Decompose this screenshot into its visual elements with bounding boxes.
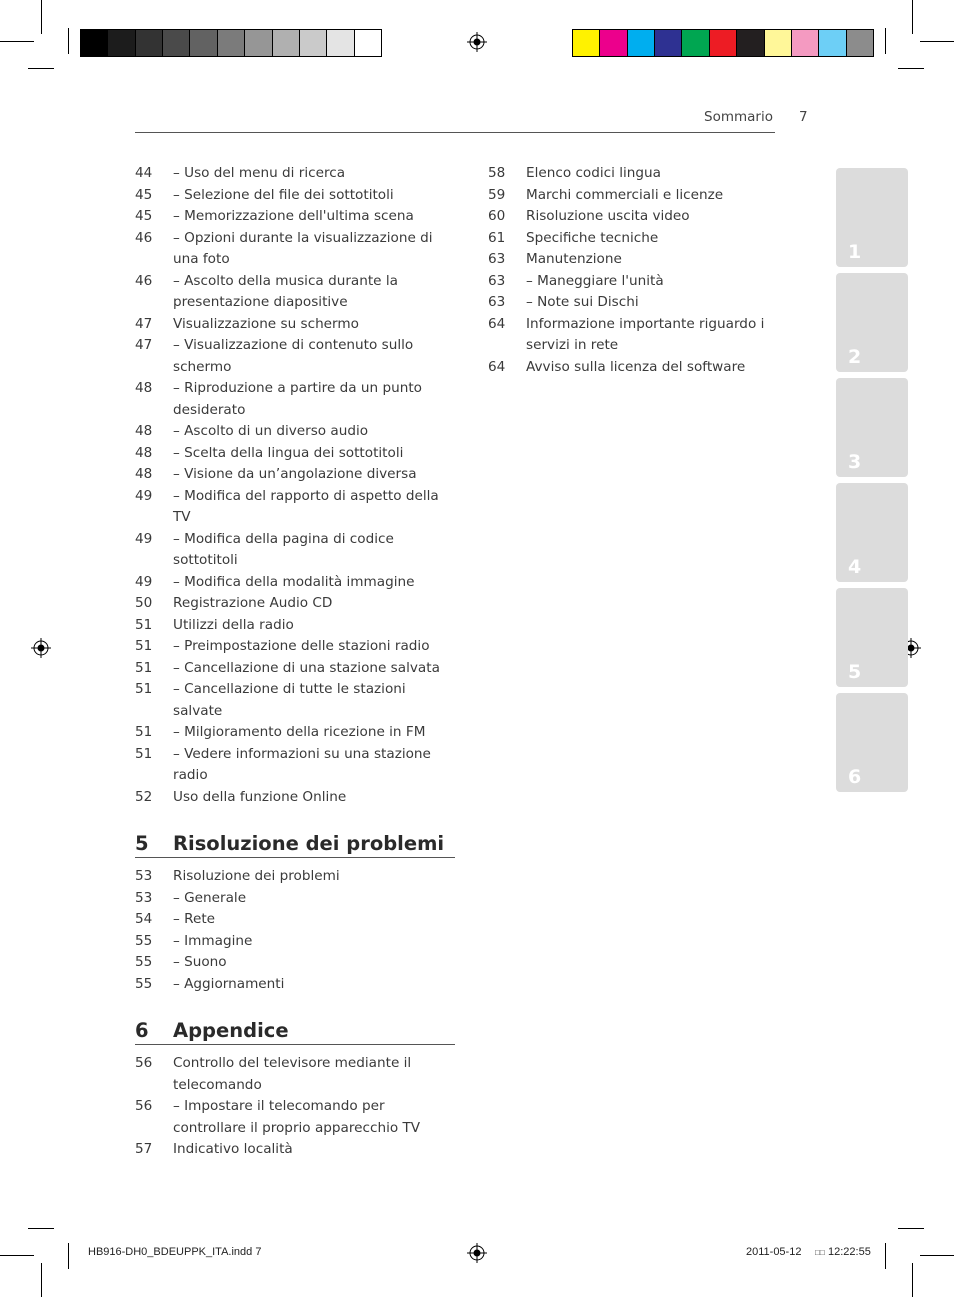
gray-swatch <box>273 30 300 56</box>
toc-entry <box>488 163 808 185</box>
toc-entry <box>135 679 455 722</box>
toc-entry <box>135 866 455 888</box>
toc-page-number: 45 <box>135 186 153 203</box>
registration-mark-icon <box>31 638 51 658</box>
toc-entry-text: Marchi commerciali e licenze <box>526 186 724 203</box>
chapter-tab-6[interactable] <box>836 693 908 792</box>
toc-entry <box>488 206 808 228</box>
toc-page-number: 56 <box>135 1098 153 1114</box>
toc-entry <box>135 314 455 336</box>
toc-entry <box>135 593 455 615</box>
chapter-tab-number: 1 <box>848 241 862 263</box>
toc-entry <box>135 421 455 443</box>
toc-page-number: 47 <box>135 337 153 353</box>
toc-entry-text: Avviso sulla licenza del software <box>526 358 746 375</box>
toc-page-number: 52 <box>135 788 153 805</box>
toc-entry-text: – Riproduzione a partire da un punto desiderato <box>173 380 422 418</box>
toc-right-column <box>488 163 808 378</box>
toc-entry-text: – Aggiornamenti <box>173 975 285 992</box>
toc-entry-text: – Modifica della modalità immagine <box>173 573 415 590</box>
footer-filename: HB916-DH0_BDEUPPK_ITA.indd 7 <box>88 1246 262 1258</box>
color-swatch <box>573 30 600 56</box>
toc-entry-text: – Generale <box>173 889 247 906</box>
footer-date: 2011-05-12 <box>746 1246 802 1258</box>
toc-entry <box>488 228 808 250</box>
toc-entry <box>135 658 455 680</box>
toc-page-number: 48 <box>135 423 153 439</box>
toc-entry-text: Informazione importante riguardo i servizi in rete <box>526 315 765 353</box>
chapter-tab-number: 5 <box>848 661 862 683</box>
toc-entry <box>135 163 455 185</box>
toc-page-number: 58 <box>488 165 506 181</box>
toc-entry-text: – Immagine <box>173 932 253 949</box>
toc-list <box>135 866 455 995</box>
color-swatch <box>792 30 819 56</box>
toc-entry <box>135 1096 455 1139</box>
color-swatch <box>655 30 682 56</box>
toc-page-number: 47 <box>135 315 153 332</box>
toc-page-number: 50 <box>135 595 153 611</box>
crop-mark <box>0 1255 34 1256</box>
running-header-title: Sommario <box>704 109 773 125</box>
header-rule <box>135 132 775 133</box>
toc-entry-text: – Vedere informazioni su una stazione radio <box>173 745 431 783</box>
toc-entry-text: – Modifica del rapporto di aspetto della TV <box>173 487 439 525</box>
toc-entry-text: Uso della funzione Online <box>173 788 347 805</box>
toc-entry <box>135 931 455 953</box>
toc-list <box>488 163 808 378</box>
crop-mark <box>898 1228 924 1229</box>
toc-entry-text: – Ascolto della musica durante la presentazione diapositive <box>173 272 398 310</box>
toc-entry-text: Indicativo località <box>173 1141 293 1157</box>
toc-entry-text: – Modifica della pagina di codice sottotitoli <box>173 530 394 568</box>
toc-entry-text: Utilizzi della radio <box>173 616 294 633</box>
toc-entry-text: – Maneggiare l'unità <box>526 272 664 289</box>
crop-mark <box>885 28 886 54</box>
registration-mark-icon <box>467 1243 487 1263</box>
chapter-tab-3[interactable] <box>836 378 908 477</box>
toc-entry <box>135 335 455 378</box>
toc-page-number: 51 <box>135 681 153 697</box>
toc-entry <box>135 206 455 228</box>
crop-mark <box>920 41 954 42</box>
toc-entry <box>135 185 455 207</box>
toc-page-number: 55 <box>135 932 153 949</box>
toc-page-number: 53 <box>135 868 153 884</box>
crop-mark <box>28 68 54 69</box>
toc-entry-text: – Rete <box>173 911 216 927</box>
toc-page-number: 51 <box>135 616 153 633</box>
section-heading-5 <box>135 832 455 858</box>
crop-mark <box>898 68 924 69</box>
chapter-tab-5[interactable] <box>836 588 908 687</box>
toc-entry <box>135 228 455 271</box>
toc-page-number: 53 <box>135 889 153 906</box>
chapter-tab-1[interactable] <box>836 168 908 267</box>
color-swatch <box>737 30 764 56</box>
crop-mark <box>68 1243 69 1269</box>
toc-entry-text: – Cancellazione di tutte le stazioni salvate <box>173 681 406 719</box>
crop-mark <box>920 1255 954 1256</box>
toc-page-number: 48 <box>135 466 153 482</box>
toc-entry <box>488 357 808 379</box>
toc-page-number: 61 <box>488 229 506 246</box>
toc-page-number: 49 <box>135 530 153 547</box>
toc-entry-text: – Note sui Dischi <box>526 294 639 310</box>
toc-page-number: 64 <box>488 315 506 332</box>
toc-page-number: 46 <box>135 272 153 289</box>
color-swatch <box>710 30 737 56</box>
toc-page-number: 57 <box>135 1141 153 1157</box>
toc-entry-text: Risoluzione uscita video <box>526 208 690 224</box>
toc-entry-text: – Visione da un’angolazione diversa <box>173 466 417 482</box>
crop-mark <box>28 1228 54 1229</box>
toc-entry <box>135 271 455 314</box>
toc-list <box>135 163 455 808</box>
gray-swatch <box>163 30 190 56</box>
toc-entry <box>135 486 455 529</box>
chapter-tab-number: 2 <box>848 346 862 368</box>
footer-time-glyph: □□ <box>815 1248 825 1257</box>
toc-page-number: 60 <box>488 208 506 224</box>
grayscale-color-bar <box>80 29 382 57</box>
color-swatch <box>847 30 873 56</box>
toc-page-number: 54 <box>135 911 153 927</box>
color-swatch <box>682 30 709 56</box>
crop-mark <box>68 28 69 54</box>
toc-page-number: 56 <box>135 1055 153 1071</box>
toc-page-number: 59 <box>488 186 506 203</box>
toc-page-number: 63 <box>488 294 506 310</box>
crop-mark <box>885 1243 886 1269</box>
page-number: 7 <box>799 109 808 125</box>
toc-entry-text: – Ascolto di un diverso audio <box>173 423 369 439</box>
gray-swatch <box>81 30 108 56</box>
toc-list <box>135 1053 455 1161</box>
gray-swatch <box>136 30 163 56</box>
color-swatch <box>765 30 792 56</box>
toc-entry-text: Manutenzione <box>526 251 622 267</box>
chapter-tab-number: 3 <box>848 451 862 473</box>
toc-page-number: 51 <box>135 659 153 676</box>
toc-entry-text: – Impostare il telecomando per controllare il proprio apparecchio TV <box>173 1098 421 1136</box>
toc-entry <box>135 744 455 787</box>
toc-entry-text: – Opzioni durante la visualizzazione di una foto <box>173 229 433 267</box>
crop-mark <box>41 0 42 34</box>
toc-page-number: 44 <box>135 165 153 181</box>
gray-swatch <box>108 30 135 56</box>
toc-entry <box>488 314 808 357</box>
toc-entry-text: Visualizzazione su schermo <box>173 315 359 332</box>
toc-entry-text: – Cancellazione di una stazione salvata <box>173 659 440 676</box>
toc-entry-text: – Scelta della lingua dei sottotitoli <box>173 444 404 461</box>
chapter-tabs <box>836 168 908 798</box>
toc-entry <box>135 378 455 421</box>
footer-time: 12:22:55 <box>828 1246 871 1258</box>
toc-entry <box>135 443 455 465</box>
toc-entry <box>135 529 455 572</box>
toc-entry <box>135 722 455 744</box>
toc-page-number: 49 <box>135 573 153 590</box>
toc-page-number: 63 <box>488 251 506 267</box>
toc-entry <box>488 292 808 314</box>
process-color-bar <box>572 29 874 57</box>
crop-mark <box>41 1263 42 1297</box>
toc-entry-text: Elenco codici lingua <box>526 165 661 181</box>
toc-page-number: 48 <box>135 380 153 396</box>
section-number: 6 <box>135 1019 149 1042</box>
toc-entry <box>135 787 455 809</box>
toc-entry <box>135 464 455 486</box>
toc-page-number: 46 <box>135 229 153 246</box>
toc-entry-text: – Uso del menu di ricerca <box>173 165 346 181</box>
toc-entry <box>135 615 455 637</box>
toc-entry <box>488 249 808 271</box>
section-title: Risoluzione dei problemi <box>173 832 445 855</box>
chapter-tab-number: 4 <box>848 556 862 578</box>
toc-entry <box>135 888 455 910</box>
toc-entry-text: Controllo del televisore mediante il telecomando <box>173 1055 412 1093</box>
chapter-tab-4[interactable] <box>836 483 908 582</box>
toc-entry <box>135 909 455 931</box>
crop-mark <box>912 1263 913 1297</box>
toc-page-number: 49 <box>135 487 153 504</box>
color-swatch <box>628 30 655 56</box>
toc-page-number: 51 <box>135 638 153 654</box>
toc-entry <box>135 974 455 996</box>
gray-swatch <box>355 30 381 56</box>
section-title: Appendice <box>173 1019 289 1042</box>
gray-swatch <box>245 30 272 56</box>
toc-entry-text: Specifiche tecniche <box>526 229 659 246</box>
toc-entry <box>135 636 455 658</box>
toc-page-number: 51 <box>135 745 153 762</box>
gray-swatch <box>190 30 217 56</box>
crop-mark <box>0 41 34 42</box>
section-heading-6 <box>135 1019 455 1045</box>
toc-entry-text: – Visualizzazione di contenuto sullo schermo <box>173 337 414 375</box>
toc-entry-text: – Preimpostazione delle stazioni radio <box>173 638 430 654</box>
toc-page-number: 55 <box>135 954 153 970</box>
toc-page-number: 48 <box>135 444 153 461</box>
chapter-tab-2[interactable] <box>836 273 908 372</box>
toc-entry <box>135 952 455 974</box>
toc-entry-text: – Selezione del file dei sottotitoli <box>173 186 394 203</box>
color-swatch <box>600 30 627 56</box>
toc-page-number: 55 <box>135 975 153 992</box>
crop-mark <box>912 0 913 34</box>
toc-entry <box>488 271 808 293</box>
color-swatch <box>819 30 846 56</box>
toc-entry <box>488 185 808 207</box>
toc-entry <box>135 1139 455 1161</box>
toc-entry <box>135 1053 455 1096</box>
toc-entry-text: – Milgioramento della ricezione in FM <box>173 724 426 740</box>
registration-mark-icon <box>467 32 487 52</box>
toc-entry-text: Risoluzione dei problemi <box>173 868 340 884</box>
toc-page-number: 63 <box>488 272 506 289</box>
toc-page-number: 51 <box>135 724 153 740</box>
toc-entry-text: Registrazione Audio CD <box>173 595 333 611</box>
toc-page-number: 64 <box>488 358 506 375</box>
gray-swatch <box>300 30 327 56</box>
toc-page-number: 45 <box>135 208 153 224</box>
toc-entry <box>135 572 455 594</box>
toc-entry-text: – Memorizzazione dell'ultima scena <box>173 208 414 224</box>
gray-swatch <box>218 30 245 56</box>
gray-swatch <box>327 30 354 56</box>
toc-entry-text: – Suono <box>173 954 227 970</box>
section-number: 5 <box>135 832 149 855</box>
toc-left-column <box>135 163 455 1161</box>
chapter-tab-number: 6 <box>848 766 862 788</box>
